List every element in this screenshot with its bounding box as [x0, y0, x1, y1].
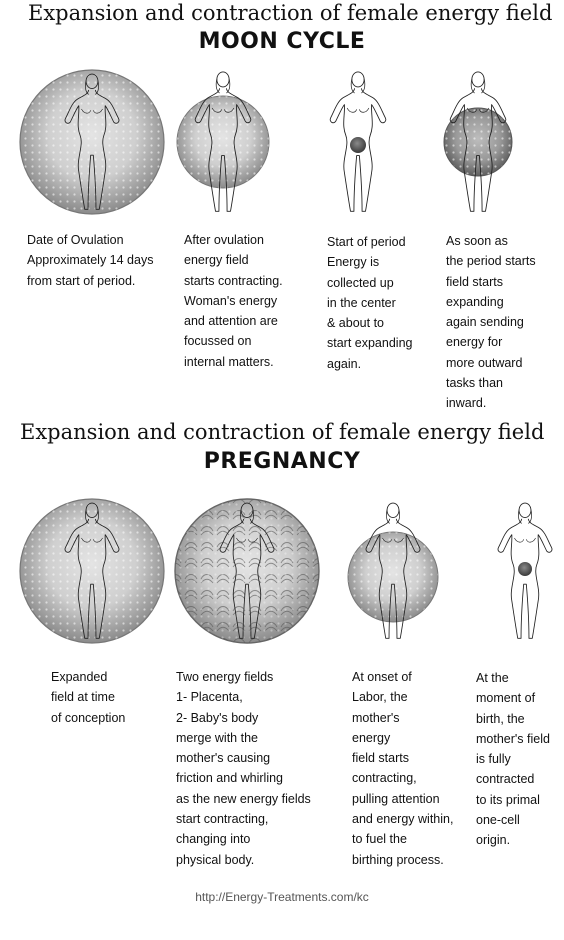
period-core-figure [305, 68, 411, 216]
pregnancy-caption-onset-of-labor: At onset of Labor, the mother's energy field starts contracting, pulling attention and energy within, to fuel the birthing process. [352, 670, 454, 867]
moon-caption-after-ovulation: After ovulation energy field starts contracting. Woman's energy and attention are focussed on internal matters. [184, 233, 283, 369]
pregnancy-caption-conception: Expanded field at time of conception [51, 670, 126, 725]
moon-cycle-heading: Expansion and contraction of female energy field [28, 1, 553, 25]
contracting-field-figure [170, 68, 276, 216]
pregnancy-caption-two-fields: Two energy fields 1- Placenta, 2- Baby's body merge with the mother's causing friction and whirling as the new energy fields start contracting, changing into physical body. [176, 670, 311, 867]
moon-cycle-subheading: MOON CYCLE [198, 29, 366, 54]
pregnancy-subheading: PREGNANCY [203, 449, 361, 474]
ovulation-expanded-field-figure [18, 68, 166, 216]
moon-caption-ovulation: Date of Ovulation Approximately 14 days from start of period. [27, 233, 154, 288]
moon-caption-period-starts: As soon as the period starts field starts expanding again sending energy for more outward tasks than inward. [446, 234, 536, 411]
birth-contracted-figure [472, 497, 564, 645]
merging-fields-figure [173, 497, 321, 645]
footer-url: http://Energy-Treatments.com/kc [195, 890, 369, 904]
conception-expanded-field-figure [18, 497, 166, 645]
pregnancy-heading: Expansion and contraction of female energy field [20, 420, 545, 444]
labor-contracting-figure [340, 497, 446, 645]
period-expanding-figure [425, 68, 531, 216]
collected-energy-core [350, 137, 366, 153]
primal-one-cell-core [518, 562, 532, 576]
pregnancy-caption-moment-of-birth: At the moment of birth, the mother's field is fully contracted to its primal one-cell origin. [476, 671, 550, 848]
moon-caption-start-of-period: Start of period Energy is collected up in the center & about to start expanding again. [327, 235, 413, 371]
